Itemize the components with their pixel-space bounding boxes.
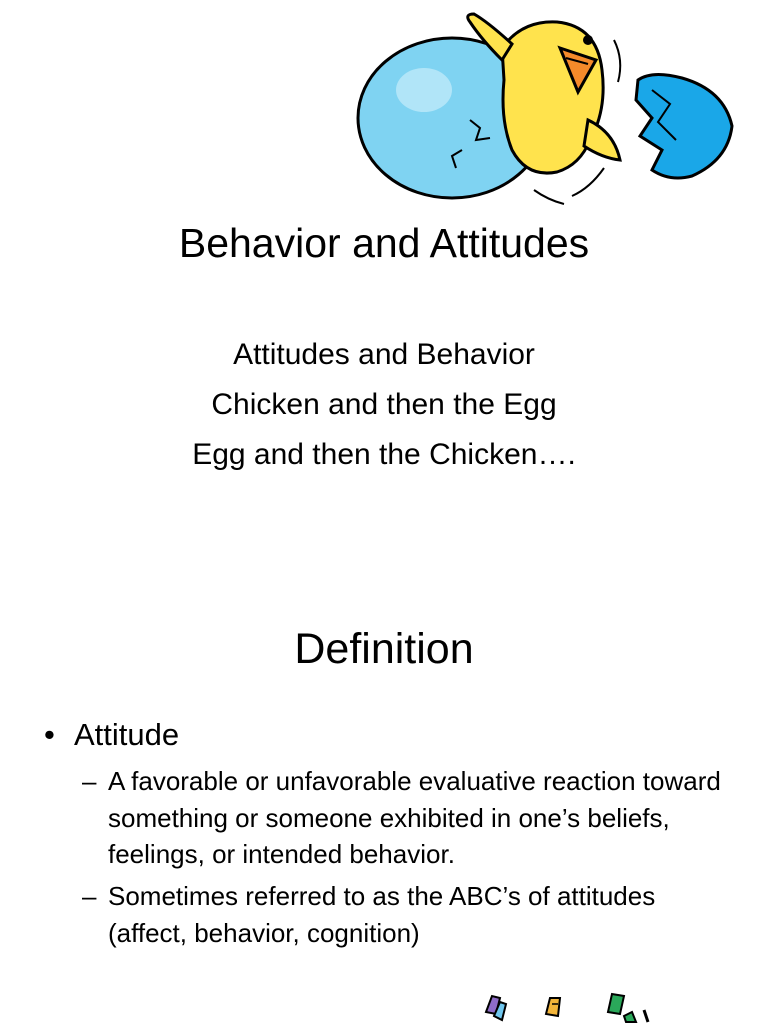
slide-title: Behavior and Attitudes [178, 220, 590, 266]
slide-2 [0, 512, 768, 1024]
subtitle-line: Chicken and then the Egg [211, 388, 557, 421]
subtitle-lines [0, 330, 768, 480]
dash-glyph: – [82, 881, 97, 911]
slide-title: Definition [294, 625, 474, 673]
subtitle-line: Attitudes and Behavior [233, 338, 535, 371]
dash-glyph: – [82, 766, 97, 796]
bullet-glyph: • [44, 717, 55, 752]
bullet-item [44, 713, 179, 757]
chick-hatching-egg-icon [352, 0, 740, 210]
bullet-text: Attitude [74, 717, 180, 752]
sub-bullet-item [82, 763, 732, 873]
sub-bullet-text: Sometimes referred to as the ABC’s of attitudes (affect, behavior, cognition) [108, 881, 656, 948]
subtitle-line: Egg and then the Chicken…. [192, 438, 576, 471]
sub-bullet-text: A favorable or unfavorable evaluative reaction toward something or someone exhibited in one’s beliefs, feelings, or intended behavior. [108, 766, 721, 869]
pencil-cups-icon [476, 992, 676, 1024]
sub-bullet-item [82, 878, 732, 951]
